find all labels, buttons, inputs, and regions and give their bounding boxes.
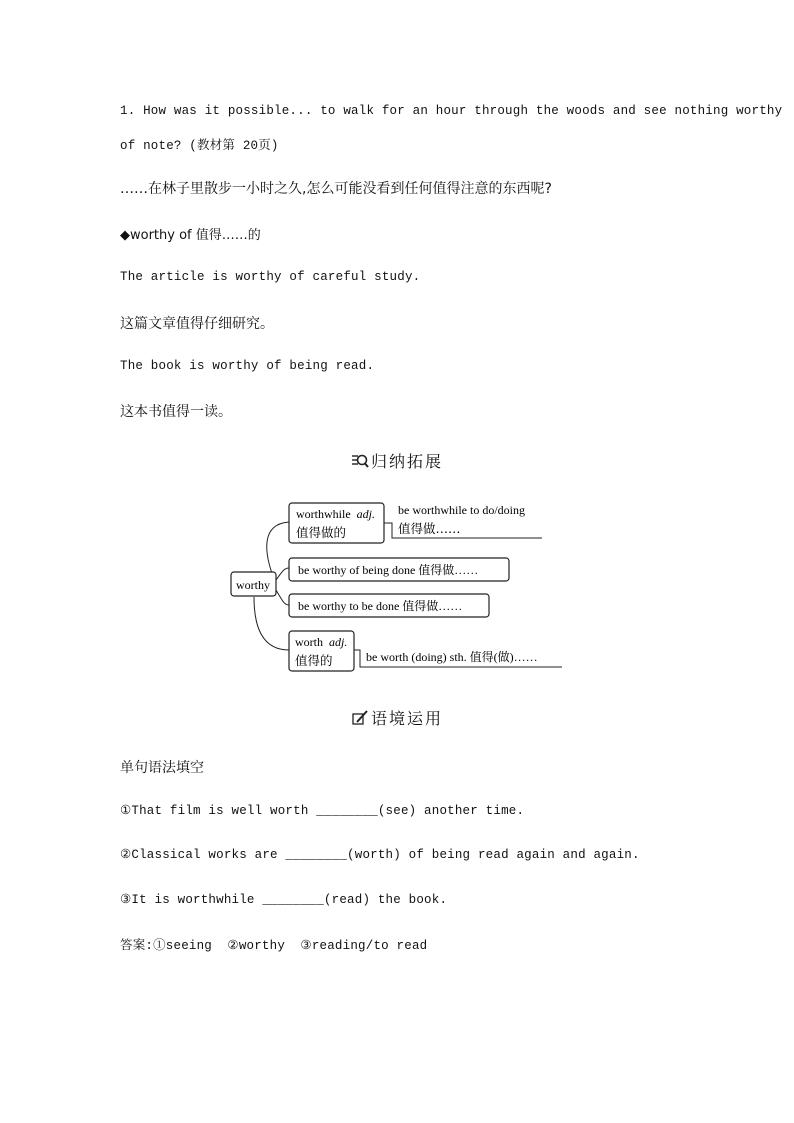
section-title: 语境运用 [370,709,443,728]
key-point: ◆worthy of 值得……的 [120,228,261,243]
mind-map [0,490,794,685]
answer-line: 答案:①seeing ②worthy ③reading/to read [120,939,428,953]
section-heading-summary [0,449,794,474]
svg-text:值得做……: 值得做…… [398,521,461,536]
worth-detail: be worth (doing) sth. 值得(做)…… [366,650,538,664]
example-1: The article is worthy of careful study. [120,270,421,284]
svg-text:be worthy of being done 值得做……: be worthy of being done 值得做…… [298,563,479,577]
svg-text:be worthy to be done 值得做……: be worthy to be done 值得做…… [298,599,463,613]
svg-text:worth adj.: worth adj. [295,635,348,649]
exercise-q3: ③It is worthwhile ________(read) the book. [120,893,448,907]
example-2-translation: 这本书值得一读。 [120,404,232,420]
pencil-icon [351,709,369,731]
exercise-q2: ②Classical works are ________(worth) of being read again and again. [120,848,640,862]
root-label: worthy [236,578,270,592]
section-title: 归纳拓展 [370,452,443,471]
sentence-translation: ……在林子里散步一小时之久,怎么可能没看到任何值得注意的东西呢? [120,181,552,197]
svg-text:值得的: 值得的 [295,653,333,668]
sentence-line-1: 1. How was it possible... to walk for an hour through the woods and see nothing worthy [120,104,783,118]
exercise-q1: ①That film is well worth ________(see) another time. [120,804,525,818]
magnifier-icon [351,452,369,474]
sentence-line-2: of note? (教材第 20页) [120,139,279,153]
worthwhile-detail: be worthwhile to do/doing [398,503,525,517]
svg-text:worthwhile adj.: worthwhile adj. [296,507,375,521]
svg-text:值得做的: 值得做的 [296,525,347,540]
exercise-label: 单句语法填空 [120,760,204,776]
example-1-translation: 这篇文章值得仔细研究。 [120,316,274,332]
section-heading-context [0,706,794,731]
example-2: The book is worthy of being read. [120,359,375,373]
